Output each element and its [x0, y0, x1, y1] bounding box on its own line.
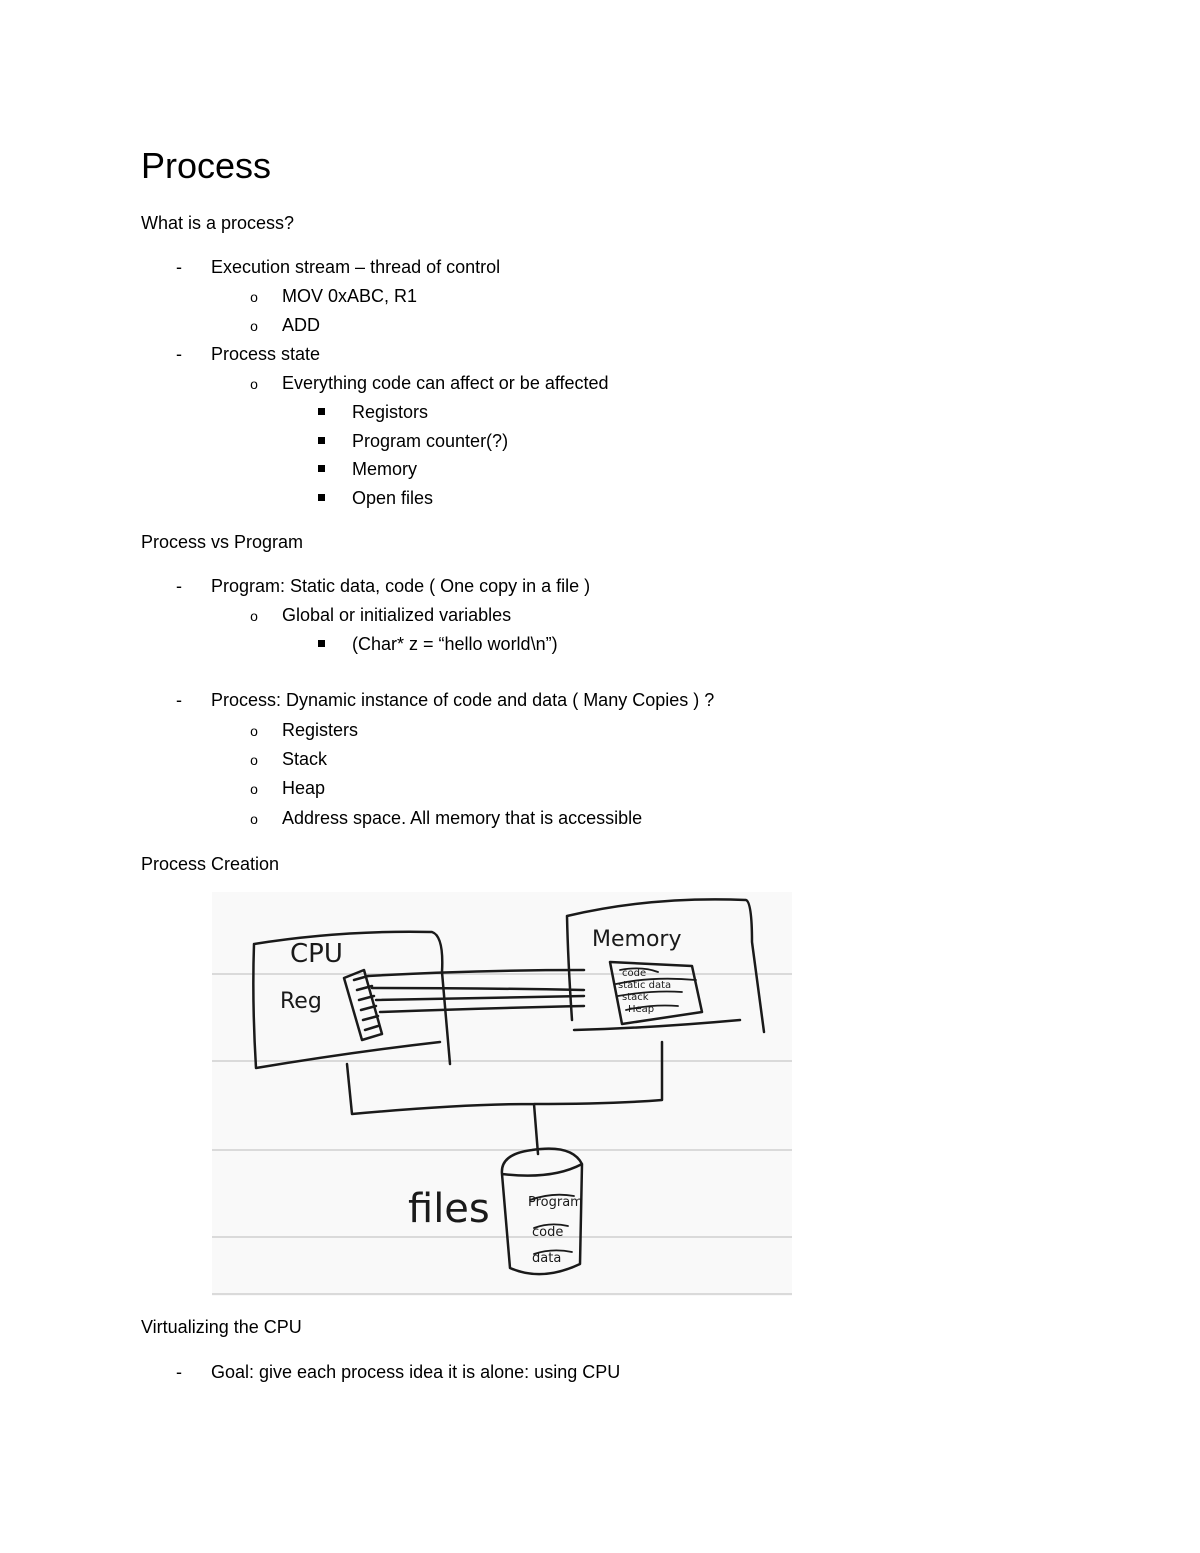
list-item: Goal: give each process idea it is alone: using CPU — [211, 1362, 621, 1382]
process-creation-diagram — [212, 892, 792, 1296]
circle-bullet: o — [250, 289, 258, 305]
list-item: Program: Static data, code ( One copy in a file ) — [211, 576, 591, 596]
dash-bullet: - — [176, 1362, 182, 1382]
list-item: Process state — [211, 344, 321, 364]
files-label: files — [408, 1186, 490, 1232]
memory-item: code — [622, 968, 647, 979]
dash-bullet: - — [176, 690, 182, 710]
cpu-label: CPU — [290, 939, 343, 969]
list-item: Stack — [282, 749, 328, 769]
circle-bullet: o — [250, 608, 258, 624]
section-heading-virtualizing-cpu: Virtualizing the CPU — [141, 1317, 302, 1337]
list-item: Execution stream – thread of control — [211, 257, 501, 277]
list-item: Everything code can affect or be affected — [282, 373, 609, 393]
circle-bullet: o — [250, 811, 258, 827]
memory-item: Heap — [628, 1004, 655, 1015]
circle-bullet: o — [250, 318, 258, 334]
section-heading-process-creation: Process Creation — [141, 854, 280, 874]
section-heading-process-vs-program: Process vs Program — [141, 532, 304, 552]
memory-item: stack — [622, 992, 649, 1003]
disk-item: data — [532, 1251, 562, 1266]
square-bullet — [318, 494, 325, 501]
dash-bullet: - — [176, 257, 182, 277]
section-heading-what-is-process: What is a process? — [141, 213, 295, 233]
circle-bullet: o — [250, 781, 258, 797]
circle-bullet: o — [250, 723, 258, 739]
circle-bullet: o — [250, 752, 258, 768]
circle-bullet: o — [250, 376, 258, 392]
register-stack — [344, 970, 382, 1040]
system-bus — [347, 1042, 662, 1154]
square-bullet — [318, 408, 325, 415]
list-item: MOV 0xABC, R1 — [282, 286, 418, 306]
bus-lines — [368, 970, 584, 1012]
list-item: ADD — [282, 315, 321, 335]
reg-label: Reg — [280, 989, 322, 1014]
dash-bullet: - — [176, 344, 182, 364]
list-item: Registors — [352, 402, 429, 422]
square-bullet — [318, 640, 325, 647]
list-item: Heap — [282, 778, 326, 798]
list-item: Process: Dynamic instance of code and data ( Many Copies ) ? — [211, 690, 715, 710]
list-item: Program counter(?) — [352, 431, 509, 451]
square-bullet — [318, 437, 325, 444]
memory-item: static data — [618, 980, 672, 991]
memory-label: Memory — [592, 927, 682, 952]
disk-item: code — [532, 1225, 564, 1240]
list-item: Address space. All memory that is accessible — [282, 808, 643, 828]
disk-item: Program — [528, 1195, 583, 1210]
page-title: Process — [141, 145, 272, 186]
list-item: Open files — [352, 488, 434, 508]
list-item: Global or initialized variables — [282, 605, 512, 625]
dash-bullet: - — [176, 576, 182, 596]
square-bullet — [318, 465, 325, 472]
list-item: (Char* z = “hello world\n”) — [352, 634, 558, 654]
list-item: Memory — [352, 459, 418, 479]
list-item: Registers — [282, 720, 359, 740]
